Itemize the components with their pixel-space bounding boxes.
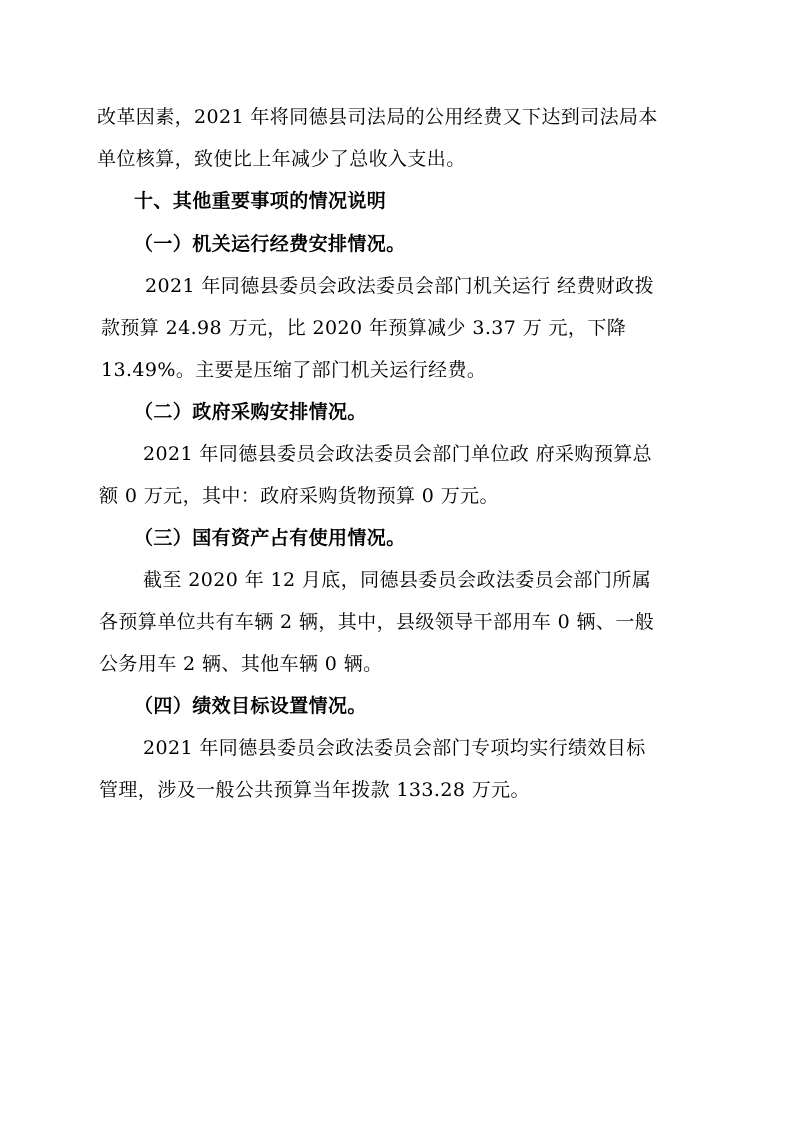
subsection-2-line-1: 2021 年同德县委员会政法委员会部门单位政 府采购预算总 (143, 443, 653, 465)
subsection-4-line-2: 管理，涉及一般公共预算当年拨款 133.28 万元。 (99, 779, 530, 801)
subsection-1-line-2: 款预算 24.98 万元，比 2020 年预算减少 3.37 万 元，下降 (101, 317, 627, 339)
subsection-1-line-3: 13.49%。主要是压缩了部门机关运行经费。 (101, 359, 487, 381)
subsection-heading-3: （三）国有资产占有使用情况。 (134, 527, 406, 549)
subsection-3-line-3: 公务用车 2 辆、其他车辆 0 辆。 (99, 653, 383, 675)
intro-paragraph-line-1: 改革因素，2021 年将同德县司法局的公用经费又下达到司法局本 (97, 106, 658, 128)
section-heading-10: 十、其他重要事项的情况说明 (134, 190, 387, 212)
subsection-heading-4: （四）绩效目标设置情况。 (134, 695, 367, 717)
subsection-heading-1: （一）机关运行经费安排情况。 (134, 233, 406, 255)
subsection-2-line-2: 额 0 万元，其中：政府采购货物预算 0 万元。 (99, 485, 499, 507)
subsection-4-line-1: 2021 年同德县委员会政法委员会部门专项均实行绩效目标 (143, 737, 646, 759)
subsection-heading-2: （二）政府采购安排情况。 (134, 401, 367, 423)
subsection-3-line-1: 截至 2020 年 12 月底，同德县委员会政法委员会部门所属 (143, 569, 652, 591)
subsection-1-line-1: 2021 年同德县委员会政法委员会部门机关运行 经费财政拨 (145, 275, 655, 297)
intro-paragraph-line-2: 单位核算，致使比上年减少了总收入支出。 (97, 148, 466, 170)
subsection-3-line-2: 各预算单位共有车辆 2 辆，其中，县级领导干部用车 0 辆、一般 (99, 611, 655, 633)
